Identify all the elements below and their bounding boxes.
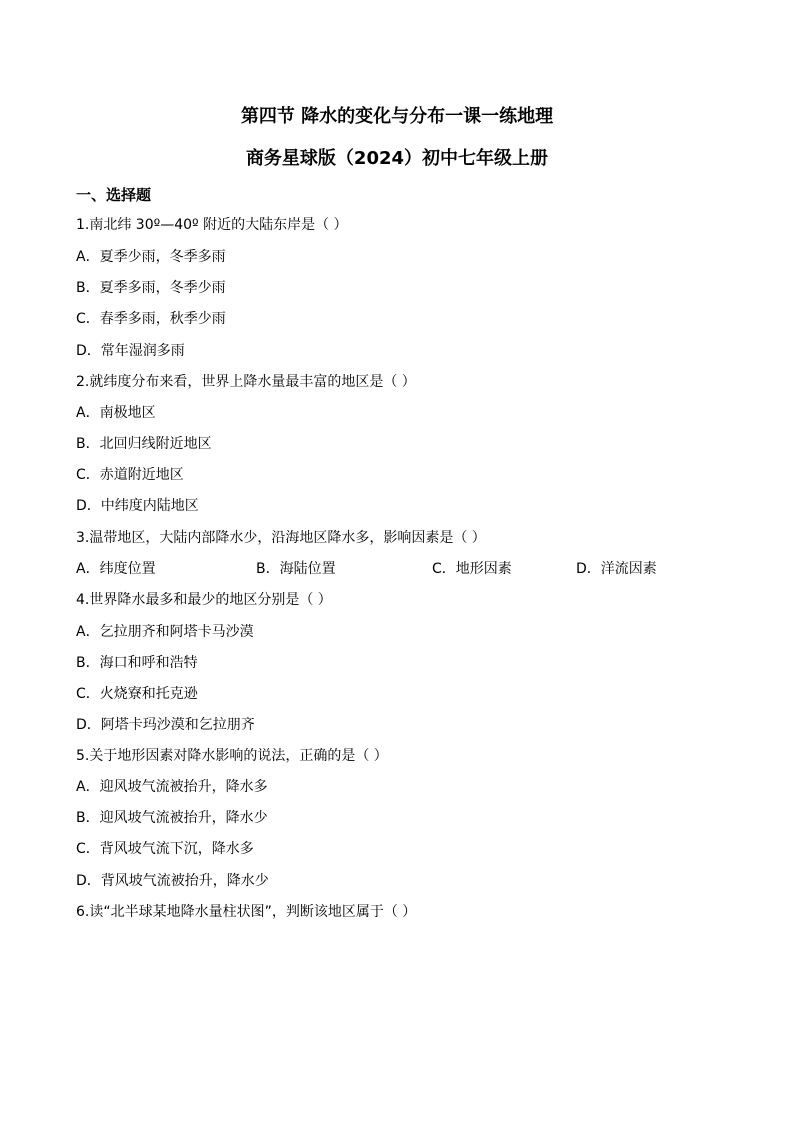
document-title-line-1: 第四节 降水的变化与分布一课一练地理 [240,106,554,127]
question-4-option-c: C．火烧寮和托克逊 [76,686,198,702]
question-2-option-c: C．赤道附近地区 [76,467,184,483]
question-6-stem: 6.读“北半球某地降水量柱状图”，判断该地区属于（ ） [76,904,417,920]
question-2-option-a: A．南极地区 [76,405,156,421]
question-1-option-d: D．常年湿润多雨 [76,343,185,359]
section-heading: 一、选择题 [76,186,152,204]
document-title-line-2: 商务星球版（2024）初中七年级上册 [245,148,549,169]
question-5-option-a: A．迎风坡气流被抬升，降水多 [76,779,268,795]
question-5-option-c: C．背风坡气流下沉，降水多 [76,841,254,857]
question-1-option-b: B．夏季多雨，冬季少雨 [76,280,226,296]
question-3-option-c: C．地形因素 [432,561,512,577]
question-3-option-a: A．纬度位置 [76,561,156,577]
question-5-option-b: B．迎风坡气流被抬升，降水少 [76,810,268,826]
question-3-option-d: D．洋流因素 [576,561,657,577]
question-5-option-d: D．背风坡气流被抬升，降水少 [76,873,269,889]
question-3-option-b: B．海陆位置 [256,561,336,577]
question-4-option-d: D．阿塔卡玛沙漠和乞拉朋齐 [76,717,255,733]
question-2-stem: 2.就纬度分布来看，世界上降水量最丰富的地区是（ ） [76,374,416,390]
question-4-stem: 4.世界降水最多和最少的地区分别是（ ） [76,592,332,608]
question-2-option-b: B．北回归线附近地区 [76,436,212,452]
question-4-option-b: B．海口和呼和浩特 [76,655,198,671]
question-1-stem: 1.南北纬 30º—40º 附近的大陆东岸是（ ） [76,217,348,233]
question-5-stem: 5.关于地形因素对降水影响的说法，正确的是（ ） [76,748,388,764]
question-1-option-c: C．春季多雨，秋季少雨 [76,311,226,327]
question-3-options-row [76,559,716,579]
question-1-option-a: A．夏季少雨，冬季多雨 [76,249,226,265]
question-4-option-a: A．乞拉朋齐和阿塔卡马沙漠 [76,624,254,640]
question-2-option-d: D．中纬度内陆地区 [76,498,199,514]
question-3-stem: 3.温带地区，大陆内部降水少，沿海地区降水多，影响因素是（ ） [76,530,486,546]
